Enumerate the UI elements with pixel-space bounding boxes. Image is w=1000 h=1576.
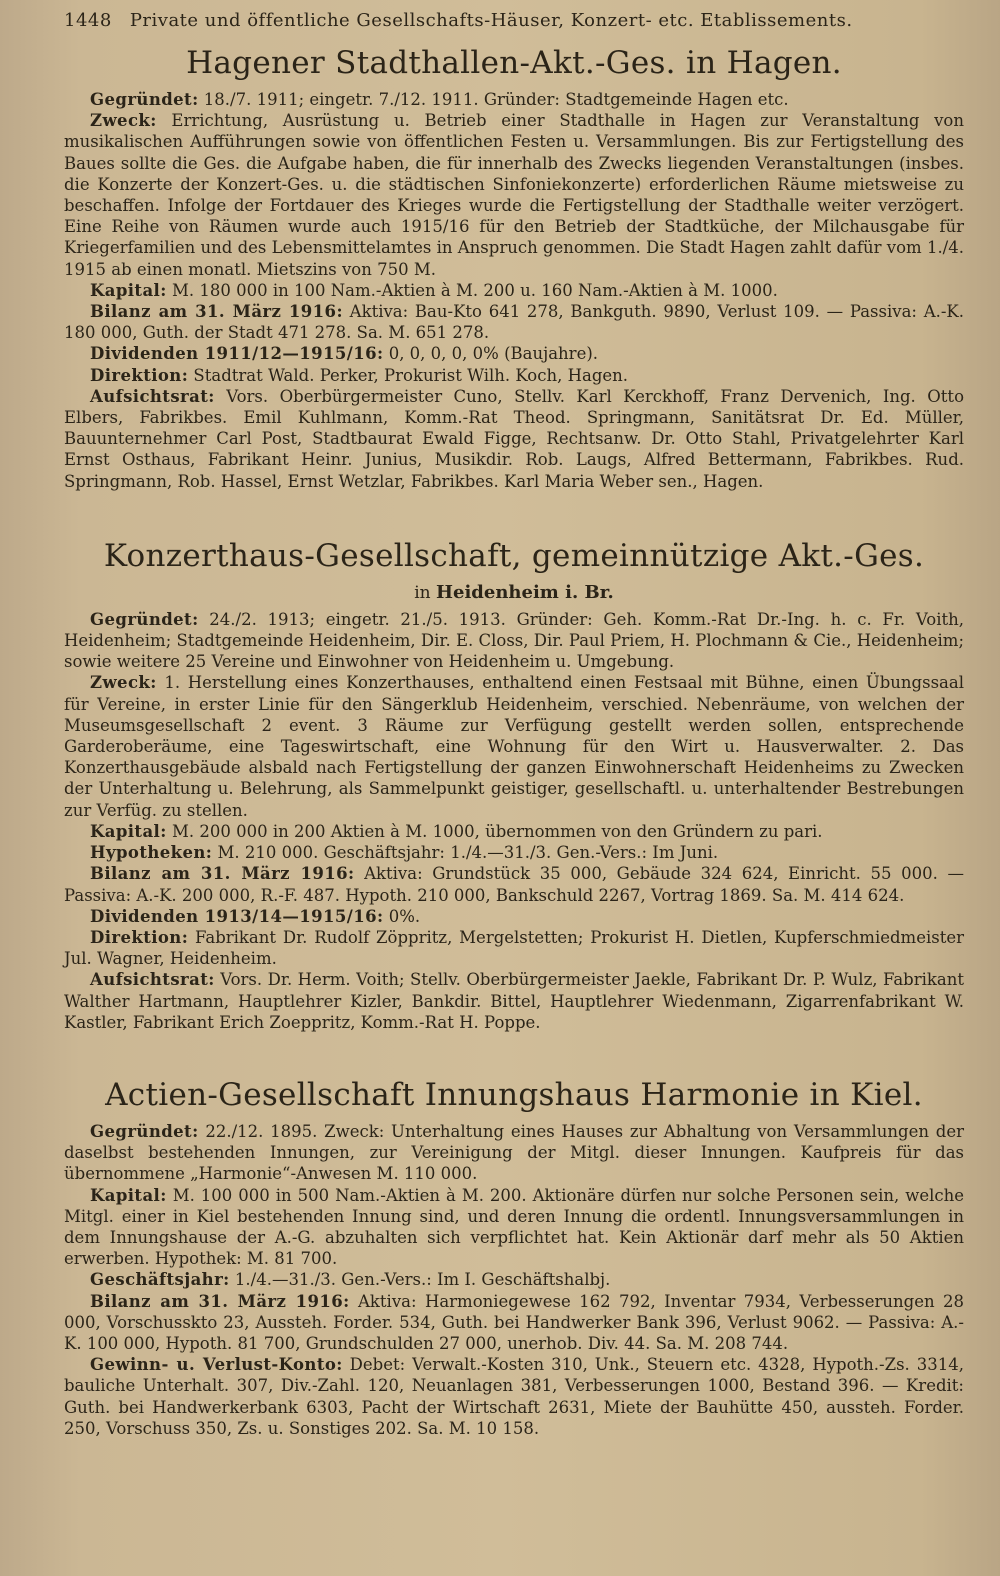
- entry-label: Bilanz am 31. März 1916:: [90, 1291, 350, 1311]
- entry-text: 1. Herstellung eines Konzerthauses, enthaltend einen Festsaal mit Bühne, einen Übungssaal für Vereine, in erster Linie für den Sängerklub Heidenheim, verschied. Nebenräume, von welchen der Museumsgesellschaft 2 event. 3 Räume zur Verfügung gestellt werden sollen, entsprechende Garderoberäume, eine Tageswirtschaft, eine Wohnung für den Wirt u. Hausverwalter. 2. Das Konzerthausgebäude alsbald nach Fertigstellung der ganzen Einwohnerschaft Heidenheims zu Zwecken der Unterhaltung u. Belehrung, als Sammelpunkt geistiger, gesellschaftl. u. unterhaltender Bestrebungen zur Verfüg. zu stellen.: [64, 673, 964, 820]
- entry-label: Gegründet:: [90, 609, 199, 629]
- entry-text: 0, 0, 0, 0, 0% (Baujahre).: [383, 344, 599, 364]
- section-spacer: [64, 492, 964, 534]
- entry-balance: [64, 301, 964, 343]
- entry-label: Aufsichtsrat:: [90, 386, 215, 406]
- entry-label: Gegründet:: [90, 1121, 199, 1141]
- entry-label: Hypotheken:: [90, 843, 213, 863]
- entry-label: Dividenden 1911/12—1915/16:: [90, 344, 384, 364]
- entry-text: M. 100 000 in 500 Nam.-Aktien à M. 200. Aktionäre dürfen nur solche Personen sein, welche Mitgl. einer in Kiel bestehenden Innung sind, und deren Innung die ordentl. Innungsversammlungen in dem Innungshause der A.-G. abzuhalten sich verpflichtet hat. Kein Aktionär darf mehr als 50 Aktien erwerben. Hypothek: M. 81 700.: [64, 1185, 964, 1269]
- company-entry-hagen: [64, 45, 964, 492]
- entry-label: Kapital:: [90, 280, 167, 300]
- entry-text: M. 180 000 in 100 Nam.-Aktien à M. 200 u. 160 Nam.-Aktien à M. 1000.: [166, 280, 778, 300]
- company-title: Actien-Gesellschaft Innungshaus Harmonie in Kiel.: [105, 1076, 923, 1113]
- entry-label: Zweck:: [90, 111, 157, 131]
- entry-label: Bilanz am 31. März 1916:: [90, 864, 355, 884]
- entry-management: [64, 365, 964, 386]
- entry-text: Aktiva: Grundstück 35 000, Gebäude 324 624, Einricht. 55 000. — Passiva: A.-K. 200 000, R.-F. 487. Hypoth. 210 000, Bankschuld 2267, Vortrag 1869. Sa. M. 414 624.: [64, 864, 964, 905]
- entry-text: 22./12. 1895. Zweck: Unterhaltung eines Hauses zur Abhaltung von Versammlungen der daselbst bestehenden Innungen, zur Vereinigung der Mitgl. dieser Innungen. Kaufpreis für das übernommene „Harmonie“-Anwesen M. 110 000.: [64, 1121, 964, 1184]
- entry-purpose: [64, 672, 964, 820]
- entry-text: Aktiva: Harmoniegewese 162 792, Inventar 7934, Verbesserungen 28 000, Vorschusskto 23, Aussteh. Forder. 534, Guth. bei Handwerker Bank 396, Verlust 9062. — Passiva: A.-K. 100 000, Hypoth. 81 700, Grundschulden 27 000, unerhob. Div. 44. Sa. M. 208 744.: [64, 1291, 964, 1353]
- page-number: 1448: [64, 10, 112, 31]
- location-prefix: in: [414, 582, 431, 603]
- entry-dividends: [64, 906, 964, 927]
- entry-text: 0%.: [383, 906, 421, 926]
- entry-label: Gegründet:: [90, 90, 199, 109]
- entry-text: Stadtrat Wald. Perker, Prokurist Wilh. Koch, Hagen.: [188, 365, 629, 385]
- entry-text: Errichtung, Ausrüstung u. Betrieb einer Stadthalle in Hagen zur Veranstaltung von musikalischen Aufführungen sowie von öffentlichen Festen u. Versammlungen. Bis zur Fertigstellung des Baues sollte die Ges. die Aufgabe haben, die für innerhalb des Zwecks liegenden Veranstaltungen (insbes. die Konzerte der Konzert-Ges. u. die städtischen Sinfoniekonzerte) erforderlichen Räume mietsweise zu beschaffen. Infolge der Fortdauer des Krieges wurde die Fertigstellung der Stadthalle weiter verzögert. Eine Reihe von Räumen wurde auch 1915/16 für den Betrieb der Stadtküche, der Milchausgabe für Kriegerfamilien und des Lebensmittelamtes in Anspruch genommen. Die Stadt Hagen zahlt dafür vom 1./4. 1915 ab einen monatl. Mietszins von 750 M.: [64, 111, 964, 279]
- entry-label: Kapital:: [90, 821, 167, 841]
- entry-balance: [64, 1291, 964, 1355]
- entry-profit-loss: [64, 1354, 964, 1439]
- entry-text: Vors. Dr. Herm. Voith; Stellv. Oberbürgermeister Jaekle, Fabrikant Dr. P. Wulz, Fabrikant Walther Hartmann, Hauptlehrer Kizler, Bankdir. Bittel, Hauptlehrer Wiedenmann, Zigarrenfabrikant W. Kastler, Fabrikant Erich Zoeppritz, Komm.-Rat H. Poppe.: [64, 970, 964, 1032]
- entry-text: 24./2. 1913; eingetr. 21./5. 1913. Gründer: Geh. Komm.-Rat Dr.-Ing. h. c. Fr. Voith, Heidenheim; Stadtgemeinde Heidenheim, Dir. E. Closs, Dir. Paul Priem, H. Plochmann & Cie., Heidenheim; sowie weitere 25 Vereine und Einwohner von Heidenheim u. Umgebung.: [64, 609, 964, 672]
- entry-label: Direktion:: [90, 365, 189, 385]
- entry-label: Gewinn- u. Verlust-Konto:: [90, 1355, 343, 1375]
- section-spacer: [64, 1033, 964, 1073]
- company-title: Hagener Stadthallen-Akt.-Ges. in Hagen.: [186, 45, 842, 81]
- entry-text: Fabrikant Dr. Rudolf Zöppritz, Mergelstetten; Prokurist H. Dietlen, Kupferschmiedmeister Jul. Wagner, Heidenheim.: [64, 927, 964, 969]
- entry-label: Aufsichtsrat:: [90, 970, 215, 990]
- company-entry-heidenheim: [64, 538, 964, 1033]
- entry-label: Dividenden 1913/14—1915/16:: [90, 906, 384, 926]
- entry-text: 1./4.—31./3. Gen.-Vers.: Im I. Geschäftshalbj.: [229, 1270, 611, 1290]
- entry-founded: [64, 89, 964, 110]
- entry-management: [64, 927, 964, 969]
- entry-founded: [64, 609, 964, 673]
- entry-balance: [64, 863, 964, 905]
- company-title: Konzerthaus-Gesellschaft, gemeinnützige Akt.-Ges.: [103, 537, 925, 574]
- running-header: [64, 10, 964, 31]
- company-entry-kiel: [64, 1077, 964, 1439]
- entry-fiscal-year: [64, 1269, 964, 1290]
- entry-mortgages: [64, 842, 964, 863]
- location-name: Heidenheim i. Br.: [436, 581, 614, 603]
- entry-label: Geschäftsjahr:: [90, 1270, 230, 1290]
- entry-text: Aktiva: Bau-Kto 641 278, Bankguth. 9890, Verlust 109. — Passiva: A.-K. 180 000, Guth. der Stadt 471 278. Sa. M. 651 278.: [64, 302, 964, 343]
- entry-label: Bilanz am 31. März 1916:: [90, 302, 343, 322]
- entry-label: Kapital:: [90, 1185, 167, 1205]
- entry-supervisory-board: [64, 386, 964, 492]
- entry-capital: [64, 821, 964, 842]
- entry-text: M. 200 000 in 200 Aktien à M. 1000, übernommen von den Gründern zu pari.: [166, 821, 823, 841]
- entry-capital: [64, 280, 964, 301]
- running-title: Private und öffentliche Gesellschafts-Häuser, Konzert- etc. Etablissements.: [129, 10, 853, 31]
- entry-founded: [64, 1121, 964, 1185]
- entry-dividends: [64, 343, 964, 364]
- entry-text: Debet: Verwalt.-Kosten 310, Unk., Steuern etc. 4328, Hypoth.-Zs. 3314, bauliche Unterhalt. 307, Div.-Zahl. 120, Neuanlagen 381, Verbesserungen 1000, Bestand 396. — Kredit: Guth. bei Handwerkerbank 6303, Pacht der Wirtschaft 2631, Miete der Bauhütte 450, aussteh. Forder. 250, Vorschuss 350, Zs. u. Sonstiges 202. Sa. M. 10 158.: [64, 1355, 964, 1438]
- entry-purpose: [64, 110, 964, 280]
- entry-text: Vors. Oberbürgermeister Cuno, Stellv. Karl Kerckhoff, Franz Dervenich, Ing. Otto Elbers, Fabrikbes. Emil Kuhlmann, Komm.-Rat Theod. Springmann, Sanitätsrat Dr. Ed. Müller, Bauunternehmer Carl Post, Stadtbaurat Ewald Figge, Rechtsanw. Dr. Otto Stahl, Privatgelehrter Karl Ernst Osthaus, Fabrikant Heinr. Junius, Musikdir. Rob. Laugs, Alfred Bettermann, Fabrikbes. Rud. Springmann, Rob. Hassel, Ernst Wetzlar, Fabrikbes. Karl Maria Weber sen., Hagen.: [64, 386, 964, 491]
- entry-capital: [64, 1185, 964, 1270]
- entry-supervisory-board: [64, 969, 964, 1033]
- entry-text: M. 210 000. Geschäftsjahr: 1./4.—31./3. Gen.-Vers.: Im Juni.: [212, 843, 719, 863]
- entry-label: Direktion:: [90, 927, 189, 947]
- entry-label: Zweck:: [90, 673, 157, 693]
- entry-text: 18./7. 1911; eingetr. 7./12. 1911. Gründer: Stadtgemeinde Hagen etc.: [198, 90, 789, 109]
- company-location: [64, 582, 964, 603]
